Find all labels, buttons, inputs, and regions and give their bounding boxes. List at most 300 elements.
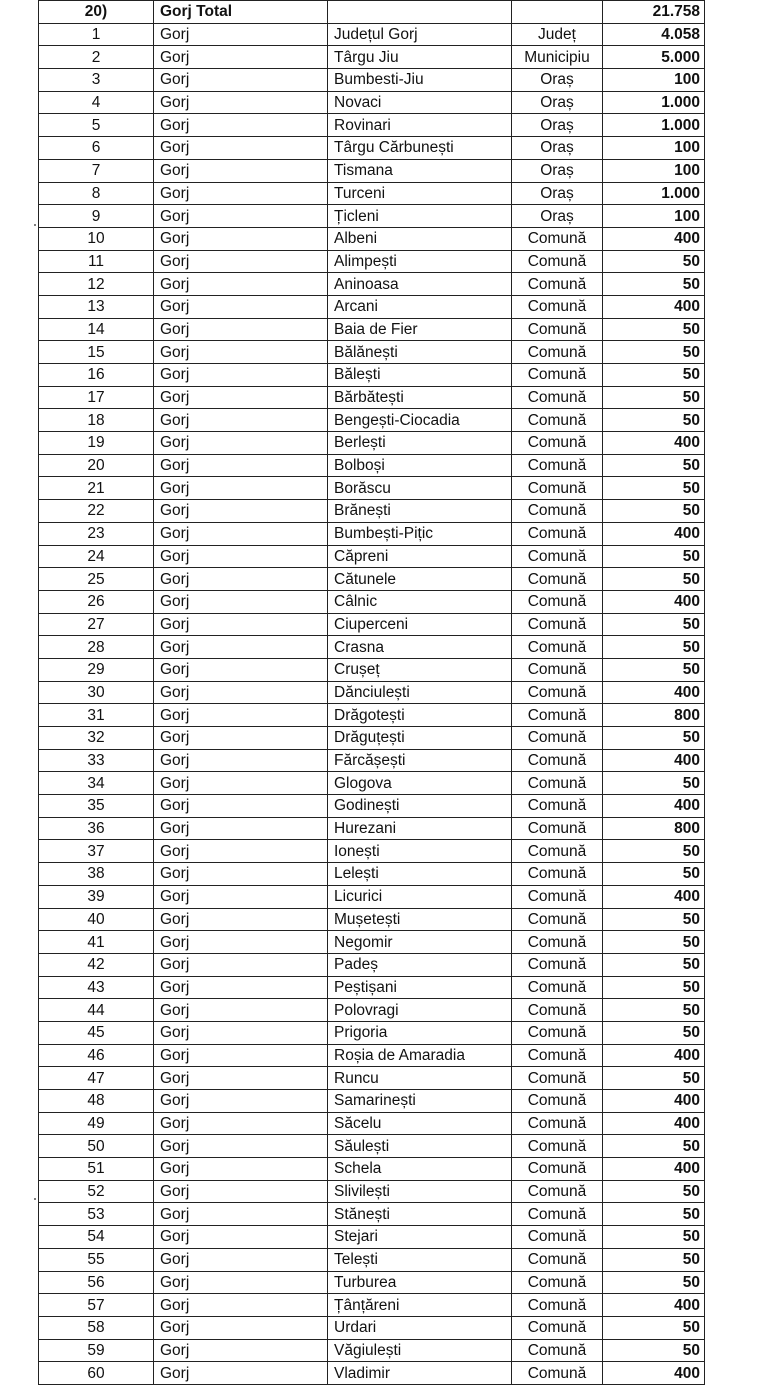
county-cell: Gorj bbox=[154, 1158, 328, 1181]
table-row bbox=[39, 137, 705, 160]
value-cell: 50 bbox=[603, 1067, 705, 1090]
number-cell: 53 bbox=[39, 1203, 154, 1226]
locality-cell: Săcelu bbox=[328, 1112, 512, 1135]
county-cell: Gorj bbox=[154, 1135, 328, 1158]
county-cell: Gorj bbox=[154, 137, 328, 160]
locality-cell: Roșia de Amaradia bbox=[328, 1044, 512, 1067]
type-cell: Comună bbox=[512, 295, 603, 318]
locality-cell: Godinești bbox=[328, 795, 512, 818]
value-cell: 50 bbox=[603, 386, 705, 409]
total-row bbox=[39, 1, 705, 24]
number-cell: 19 bbox=[39, 432, 154, 455]
type-cell: Comună bbox=[512, 250, 603, 273]
table-row bbox=[39, 1226, 705, 1249]
county-cell: Gorj bbox=[154, 590, 328, 613]
table-row bbox=[39, 931, 705, 954]
locality-cell: Bălănești bbox=[328, 341, 512, 364]
county-cell: Gorj bbox=[154, 522, 328, 545]
county-cell: Gorj bbox=[154, 182, 328, 205]
type-cell: Comună bbox=[512, 885, 603, 908]
locality-cell: Crușeț bbox=[328, 658, 512, 681]
locality-cell: Prigoria bbox=[328, 1021, 512, 1044]
number-cell: 26 bbox=[39, 590, 154, 613]
number-cell: 4 bbox=[39, 91, 154, 114]
value-cell: 50 bbox=[603, 1203, 705, 1226]
type-cell: Oraș bbox=[512, 137, 603, 160]
type-cell: Comună bbox=[512, 1203, 603, 1226]
table-row bbox=[39, 159, 705, 182]
county-cell: Gorj bbox=[154, 795, 328, 818]
locality-cell: Bălești bbox=[328, 364, 512, 387]
number-cell: 24 bbox=[39, 545, 154, 568]
type-cell: Comună bbox=[512, 1021, 603, 1044]
total-value-cell: 21.758 bbox=[603, 1, 705, 24]
locality-cell: Crasna bbox=[328, 636, 512, 659]
number-cell: 56 bbox=[39, 1271, 154, 1294]
number-cell: 54 bbox=[39, 1226, 154, 1249]
type-cell: Comună bbox=[512, 364, 603, 387]
value-cell: 5.000 bbox=[603, 46, 705, 69]
total-county-cell: Gorj Total bbox=[154, 1, 328, 24]
type-cell: Oraș bbox=[512, 205, 603, 228]
locality-cell: Glogova bbox=[328, 772, 512, 795]
county-cell: Gorj bbox=[154, 976, 328, 999]
table-row bbox=[39, 295, 705, 318]
county-cell: Gorj bbox=[154, 749, 328, 772]
locality-cell: Runcu bbox=[328, 1067, 512, 1090]
value-cell: 50 bbox=[603, 1339, 705, 1362]
table-row bbox=[39, 318, 705, 341]
number-cell: 17 bbox=[39, 386, 154, 409]
table-row bbox=[39, 840, 705, 863]
table-row bbox=[39, 1135, 705, 1158]
locality-cell: Bengești-Ciocadia bbox=[328, 409, 512, 432]
table-row bbox=[39, 1271, 705, 1294]
locality-cell: Bumbesti-Jiu bbox=[328, 69, 512, 92]
county-cell: Gorj bbox=[154, 159, 328, 182]
type-cell: Comună bbox=[512, 1180, 603, 1203]
county-cell: Gorj bbox=[154, 341, 328, 364]
value-cell: 1.000 bbox=[603, 91, 705, 114]
county-cell: Gorj bbox=[154, 114, 328, 137]
type-cell: Comună bbox=[512, 636, 603, 659]
table-row bbox=[39, 1044, 705, 1067]
locality-cell: Vladimir bbox=[328, 1362, 512, 1385]
county-cell: Gorj bbox=[154, 227, 328, 250]
county-cell: Gorj bbox=[154, 477, 328, 500]
value-cell: 800 bbox=[603, 817, 705, 840]
locality-cell: Urdari bbox=[328, 1316, 512, 1339]
value-cell: 1.000 bbox=[603, 114, 705, 137]
number-cell: 8 bbox=[39, 182, 154, 205]
county-cell: Gorj bbox=[154, 1203, 328, 1226]
table-row bbox=[39, 1248, 705, 1271]
county-cell: Gorj bbox=[154, 1021, 328, 1044]
locality-cell: Arcani bbox=[328, 295, 512, 318]
number-cell: 29 bbox=[39, 658, 154, 681]
value-cell: 50 bbox=[603, 1316, 705, 1339]
type-cell: Comună bbox=[512, 454, 603, 477]
value-cell: 50 bbox=[603, 1226, 705, 1249]
county-cell: Gorj bbox=[154, 46, 328, 69]
county-cell: Gorj bbox=[154, 273, 328, 296]
county-cell: Gorj bbox=[154, 613, 328, 636]
county-cell: Gorj bbox=[154, 1316, 328, 1339]
county-cell: Gorj bbox=[154, 386, 328, 409]
table-row bbox=[39, 364, 705, 387]
locality-cell: Bărbătești bbox=[328, 386, 512, 409]
table-row bbox=[39, 999, 705, 1022]
county-cell: Gorj bbox=[154, 681, 328, 704]
county-cell: Gorj bbox=[154, 250, 328, 273]
locality-cell: Brănești bbox=[328, 500, 512, 523]
value-cell: 400 bbox=[603, 295, 705, 318]
county-cell: Gorj bbox=[154, 318, 328, 341]
number-cell: 9 bbox=[39, 205, 154, 228]
table-row bbox=[39, 953, 705, 976]
locality-cell: Târgu Cărbunești bbox=[328, 137, 512, 160]
number-cell: 21 bbox=[39, 477, 154, 500]
table-row bbox=[39, 613, 705, 636]
number-cell: 28 bbox=[39, 636, 154, 659]
table-row bbox=[39, 1067, 705, 1090]
value-cell: 400 bbox=[603, 1090, 705, 1113]
table-row bbox=[39, 908, 705, 931]
locality-cell: Berlești bbox=[328, 432, 512, 455]
table-row bbox=[39, 772, 705, 795]
table-row bbox=[39, 477, 705, 500]
type-cell: Comună bbox=[512, 1294, 603, 1317]
number-cell: 10 bbox=[39, 227, 154, 250]
county-cell: Gorj bbox=[154, 840, 328, 863]
locality-cell: Peștișani bbox=[328, 976, 512, 999]
type-cell: Comună bbox=[512, 545, 603, 568]
document-page bbox=[38, 0, 704, 1385]
table-row bbox=[39, 1294, 705, 1317]
locality-cell: Ionești bbox=[328, 840, 512, 863]
locality-cell: Țânțăreni bbox=[328, 1294, 512, 1317]
number-cell: 55 bbox=[39, 1248, 154, 1271]
type-cell: Comună bbox=[512, 1158, 603, 1181]
number-cell: 20 bbox=[39, 454, 154, 477]
county-cell: Gorj bbox=[154, 432, 328, 455]
table-row bbox=[39, 341, 705, 364]
value-cell: 50 bbox=[603, 250, 705, 273]
table-row bbox=[39, 1203, 705, 1226]
table-row bbox=[39, 1021, 705, 1044]
type-cell: Comună bbox=[512, 341, 603, 364]
number-cell: 18 bbox=[39, 409, 154, 432]
value-cell: 4.058 bbox=[603, 23, 705, 46]
number-cell: 35 bbox=[39, 795, 154, 818]
locality-cell: Cătunele bbox=[328, 568, 512, 591]
type-cell: Comună bbox=[512, 500, 603, 523]
type-cell: Comună bbox=[512, 704, 603, 727]
type-cell: Comună bbox=[512, 772, 603, 795]
value-cell: 50 bbox=[603, 318, 705, 341]
type-cell: Comună bbox=[512, 681, 603, 704]
number-cell: 44 bbox=[39, 999, 154, 1022]
locality-cell: Târgu Jiu bbox=[328, 46, 512, 69]
type-cell: Oraș bbox=[512, 159, 603, 182]
number-cell: 32 bbox=[39, 727, 154, 750]
table-row bbox=[39, 1180, 705, 1203]
value-cell: 50 bbox=[603, 636, 705, 659]
table-row bbox=[39, 795, 705, 818]
type-cell: Comună bbox=[512, 727, 603, 750]
value-cell: 400 bbox=[603, 749, 705, 772]
number-cell: 59 bbox=[39, 1339, 154, 1362]
locality-cell: Ciuperceni bbox=[328, 613, 512, 636]
county-cell: Gorj bbox=[154, 454, 328, 477]
value-cell: 50 bbox=[603, 999, 705, 1022]
locality-cell: Stejari bbox=[328, 1226, 512, 1249]
county-cell: Gorj bbox=[154, 364, 328, 387]
value-cell: 50 bbox=[603, 1180, 705, 1203]
locality-cell: Polovragi bbox=[328, 999, 512, 1022]
type-cell: Comună bbox=[512, 409, 603, 432]
value-cell: 50 bbox=[603, 500, 705, 523]
county-cell: Gorj bbox=[154, 568, 328, 591]
table-row bbox=[39, 976, 705, 999]
number-cell: 41 bbox=[39, 931, 154, 954]
number-cell: 45 bbox=[39, 1021, 154, 1044]
county-cell: Gorj bbox=[154, 69, 328, 92]
number-cell: 7 bbox=[39, 159, 154, 182]
number-cell: 33 bbox=[39, 749, 154, 772]
value-cell: 50 bbox=[603, 568, 705, 591]
type-cell: Comună bbox=[512, 568, 603, 591]
number-cell: 39 bbox=[39, 885, 154, 908]
locality-cell: Telești bbox=[328, 1248, 512, 1271]
value-cell: 100 bbox=[603, 159, 705, 182]
table-row bbox=[39, 727, 705, 750]
locality-cell: Stănești bbox=[328, 1203, 512, 1226]
value-cell: 50 bbox=[603, 1248, 705, 1271]
number-cell: 58 bbox=[39, 1316, 154, 1339]
type-cell: Județ bbox=[512, 23, 603, 46]
locality-cell: Tismana bbox=[328, 159, 512, 182]
type-cell: Comună bbox=[512, 863, 603, 886]
number-cell: 42 bbox=[39, 953, 154, 976]
value-cell: 400 bbox=[603, 885, 705, 908]
county-cell: Gorj bbox=[154, 999, 328, 1022]
type-cell: Comună bbox=[512, 817, 603, 840]
number-cell: 46 bbox=[39, 1044, 154, 1067]
number-cell: 48 bbox=[39, 1090, 154, 1113]
number-cell: 49 bbox=[39, 1112, 154, 1135]
table-row bbox=[39, 863, 705, 886]
locality-cell: Mușetești bbox=[328, 908, 512, 931]
type-cell: Comună bbox=[512, 1067, 603, 1090]
locality-cell: Licurici bbox=[328, 885, 512, 908]
number-cell: 6 bbox=[39, 137, 154, 160]
type-cell: Comună bbox=[512, 658, 603, 681]
value-cell: 400 bbox=[603, 1044, 705, 1067]
locality-cell: Câlnic bbox=[328, 590, 512, 613]
county-cell: Gorj bbox=[154, 1044, 328, 1067]
number-cell: 57 bbox=[39, 1294, 154, 1317]
type-cell: Comună bbox=[512, 432, 603, 455]
locality-cell: Fărcășești bbox=[328, 749, 512, 772]
type-cell: Oraș bbox=[512, 114, 603, 137]
table-row bbox=[39, 545, 705, 568]
type-cell: Comună bbox=[512, 931, 603, 954]
value-cell: 50 bbox=[603, 931, 705, 954]
number-cell: 60 bbox=[39, 1362, 154, 1385]
type-cell: Comună bbox=[512, 1271, 603, 1294]
locality-cell: Bolboși bbox=[328, 454, 512, 477]
type-cell: Comună bbox=[512, 273, 603, 296]
number-cell: 36 bbox=[39, 817, 154, 840]
number-cell: 14 bbox=[39, 318, 154, 341]
type-cell: Comună bbox=[512, 522, 603, 545]
type-cell: Comună bbox=[512, 477, 603, 500]
table-row bbox=[39, 885, 705, 908]
locality-cell: Săulești bbox=[328, 1135, 512, 1158]
county-cell: Gorj bbox=[154, 1271, 328, 1294]
scan-speck bbox=[34, 224, 36, 226]
locality-cell: Țicleni bbox=[328, 205, 512, 228]
type-cell: Comună bbox=[512, 613, 603, 636]
table-row bbox=[39, 500, 705, 523]
type-cell: Comună bbox=[512, 1226, 603, 1249]
locality-cell: Borăscu bbox=[328, 477, 512, 500]
value-cell: 1.000 bbox=[603, 182, 705, 205]
type-cell: Municipiu bbox=[512, 46, 603, 69]
table-row bbox=[39, 205, 705, 228]
value-cell: 50 bbox=[603, 1135, 705, 1158]
county-cell: Gorj bbox=[154, 1362, 328, 1385]
table-row bbox=[39, 817, 705, 840]
value-cell: 50 bbox=[603, 477, 705, 500]
number-cell: 15 bbox=[39, 341, 154, 364]
table-row bbox=[39, 454, 705, 477]
county-cell: Gorj bbox=[154, 1180, 328, 1203]
number-cell: 37 bbox=[39, 840, 154, 863]
county-cell: Gorj bbox=[154, 205, 328, 228]
type-cell: Comună bbox=[512, 1044, 603, 1067]
number-cell: 27 bbox=[39, 613, 154, 636]
value-cell: 50 bbox=[603, 545, 705, 568]
number-cell: 43 bbox=[39, 976, 154, 999]
value-cell: 50 bbox=[603, 1271, 705, 1294]
locality-cell: Turburea bbox=[328, 1271, 512, 1294]
number-cell: 40 bbox=[39, 908, 154, 931]
county-cell: Gorj bbox=[154, 704, 328, 727]
locality-cell: Slivilești bbox=[328, 1180, 512, 1203]
table-row bbox=[39, 1339, 705, 1362]
type-cell: Comună bbox=[512, 976, 603, 999]
locality-cell: Drăguțești bbox=[328, 727, 512, 750]
county-cell: Gorj bbox=[154, 772, 328, 795]
type-cell: Comună bbox=[512, 386, 603, 409]
number-cell: 13 bbox=[39, 295, 154, 318]
value-cell: 50 bbox=[603, 772, 705, 795]
type-cell: Oraș bbox=[512, 182, 603, 205]
table-row bbox=[39, 568, 705, 591]
value-cell: 400 bbox=[603, 522, 705, 545]
type-cell: Comună bbox=[512, 953, 603, 976]
type-cell: Comună bbox=[512, 749, 603, 772]
number-cell: 30 bbox=[39, 681, 154, 704]
type-cell: Comună bbox=[512, 590, 603, 613]
county-cell: Gorj bbox=[154, 1090, 328, 1113]
locality-cell: Baia de Fier bbox=[328, 318, 512, 341]
table-row bbox=[39, 386, 705, 409]
value-cell: 50 bbox=[603, 863, 705, 886]
county-cell: Gorj bbox=[154, 1226, 328, 1249]
number-cell: 22 bbox=[39, 500, 154, 523]
type-cell: Comună bbox=[512, 840, 603, 863]
county-cell: Gorj bbox=[154, 817, 328, 840]
county-cell: Gorj bbox=[154, 863, 328, 886]
table-row bbox=[39, 636, 705, 659]
value-cell: 50 bbox=[603, 840, 705, 863]
county-cell: Gorj bbox=[154, 727, 328, 750]
type-cell: Comună bbox=[512, 1090, 603, 1113]
total-type-cell bbox=[512, 1, 603, 24]
value-cell: 50 bbox=[603, 364, 705, 387]
number-cell: 3 bbox=[39, 69, 154, 92]
county-cell: Gorj bbox=[154, 636, 328, 659]
locality-cell: Drăgotești bbox=[328, 704, 512, 727]
table-row bbox=[39, 91, 705, 114]
table-row bbox=[39, 658, 705, 681]
table-row bbox=[39, 681, 705, 704]
type-cell: Comună bbox=[512, 227, 603, 250]
total-locality-cell bbox=[328, 1, 512, 24]
county-cell: Gorj bbox=[154, 295, 328, 318]
table-row bbox=[39, 69, 705, 92]
value-cell: 400 bbox=[603, 1112, 705, 1135]
number-cell: 23 bbox=[39, 522, 154, 545]
table-row bbox=[39, 46, 705, 69]
table-row bbox=[39, 1112, 705, 1135]
county-cell: Gorj bbox=[154, 409, 328, 432]
table-row bbox=[39, 1362, 705, 1385]
table-row bbox=[39, 273, 705, 296]
value-cell: 800 bbox=[603, 704, 705, 727]
number-cell: 52 bbox=[39, 1180, 154, 1203]
county-cell: Gorj bbox=[154, 1067, 328, 1090]
table-row bbox=[39, 250, 705, 273]
county-cell: Gorj bbox=[154, 500, 328, 523]
type-cell: Oraș bbox=[512, 69, 603, 92]
number-cell: 34 bbox=[39, 772, 154, 795]
type-cell: Comună bbox=[512, 908, 603, 931]
county-cell: Gorj bbox=[154, 545, 328, 568]
locality-cell: Samarinești bbox=[328, 1090, 512, 1113]
type-cell: Comună bbox=[512, 1339, 603, 1362]
locality-cell: Albeni bbox=[328, 227, 512, 250]
locality-cell: Turceni bbox=[328, 182, 512, 205]
locality-cell: Alimpești bbox=[328, 250, 512, 273]
type-cell: Comună bbox=[512, 795, 603, 818]
value-cell: 50 bbox=[603, 908, 705, 931]
type-cell: Comună bbox=[512, 1112, 603, 1135]
locality-cell: Văgiulești bbox=[328, 1339, 512, 1362]
number-cell: 50 bbox=[39, 1135, 154, 1158]
table-row bbox=[39, 1158, 705, 1181]
type-cell: Comună bbox=[512, 318, 603, 341]
type-cell: Comună bbox=[512, 1316, 603, 1339]
type-cell: Oraș bbox=[512, 91, 603, 114]
county-cell: Gorj bbox=[154, 1248, 328, 1271]
locality-cell: Lelești bbox=[328, 863, 512, 886]
table-row bbox=[39, 590, 705, 613]
value-cell: 400 bbox=[603, 432, 705, 455]
